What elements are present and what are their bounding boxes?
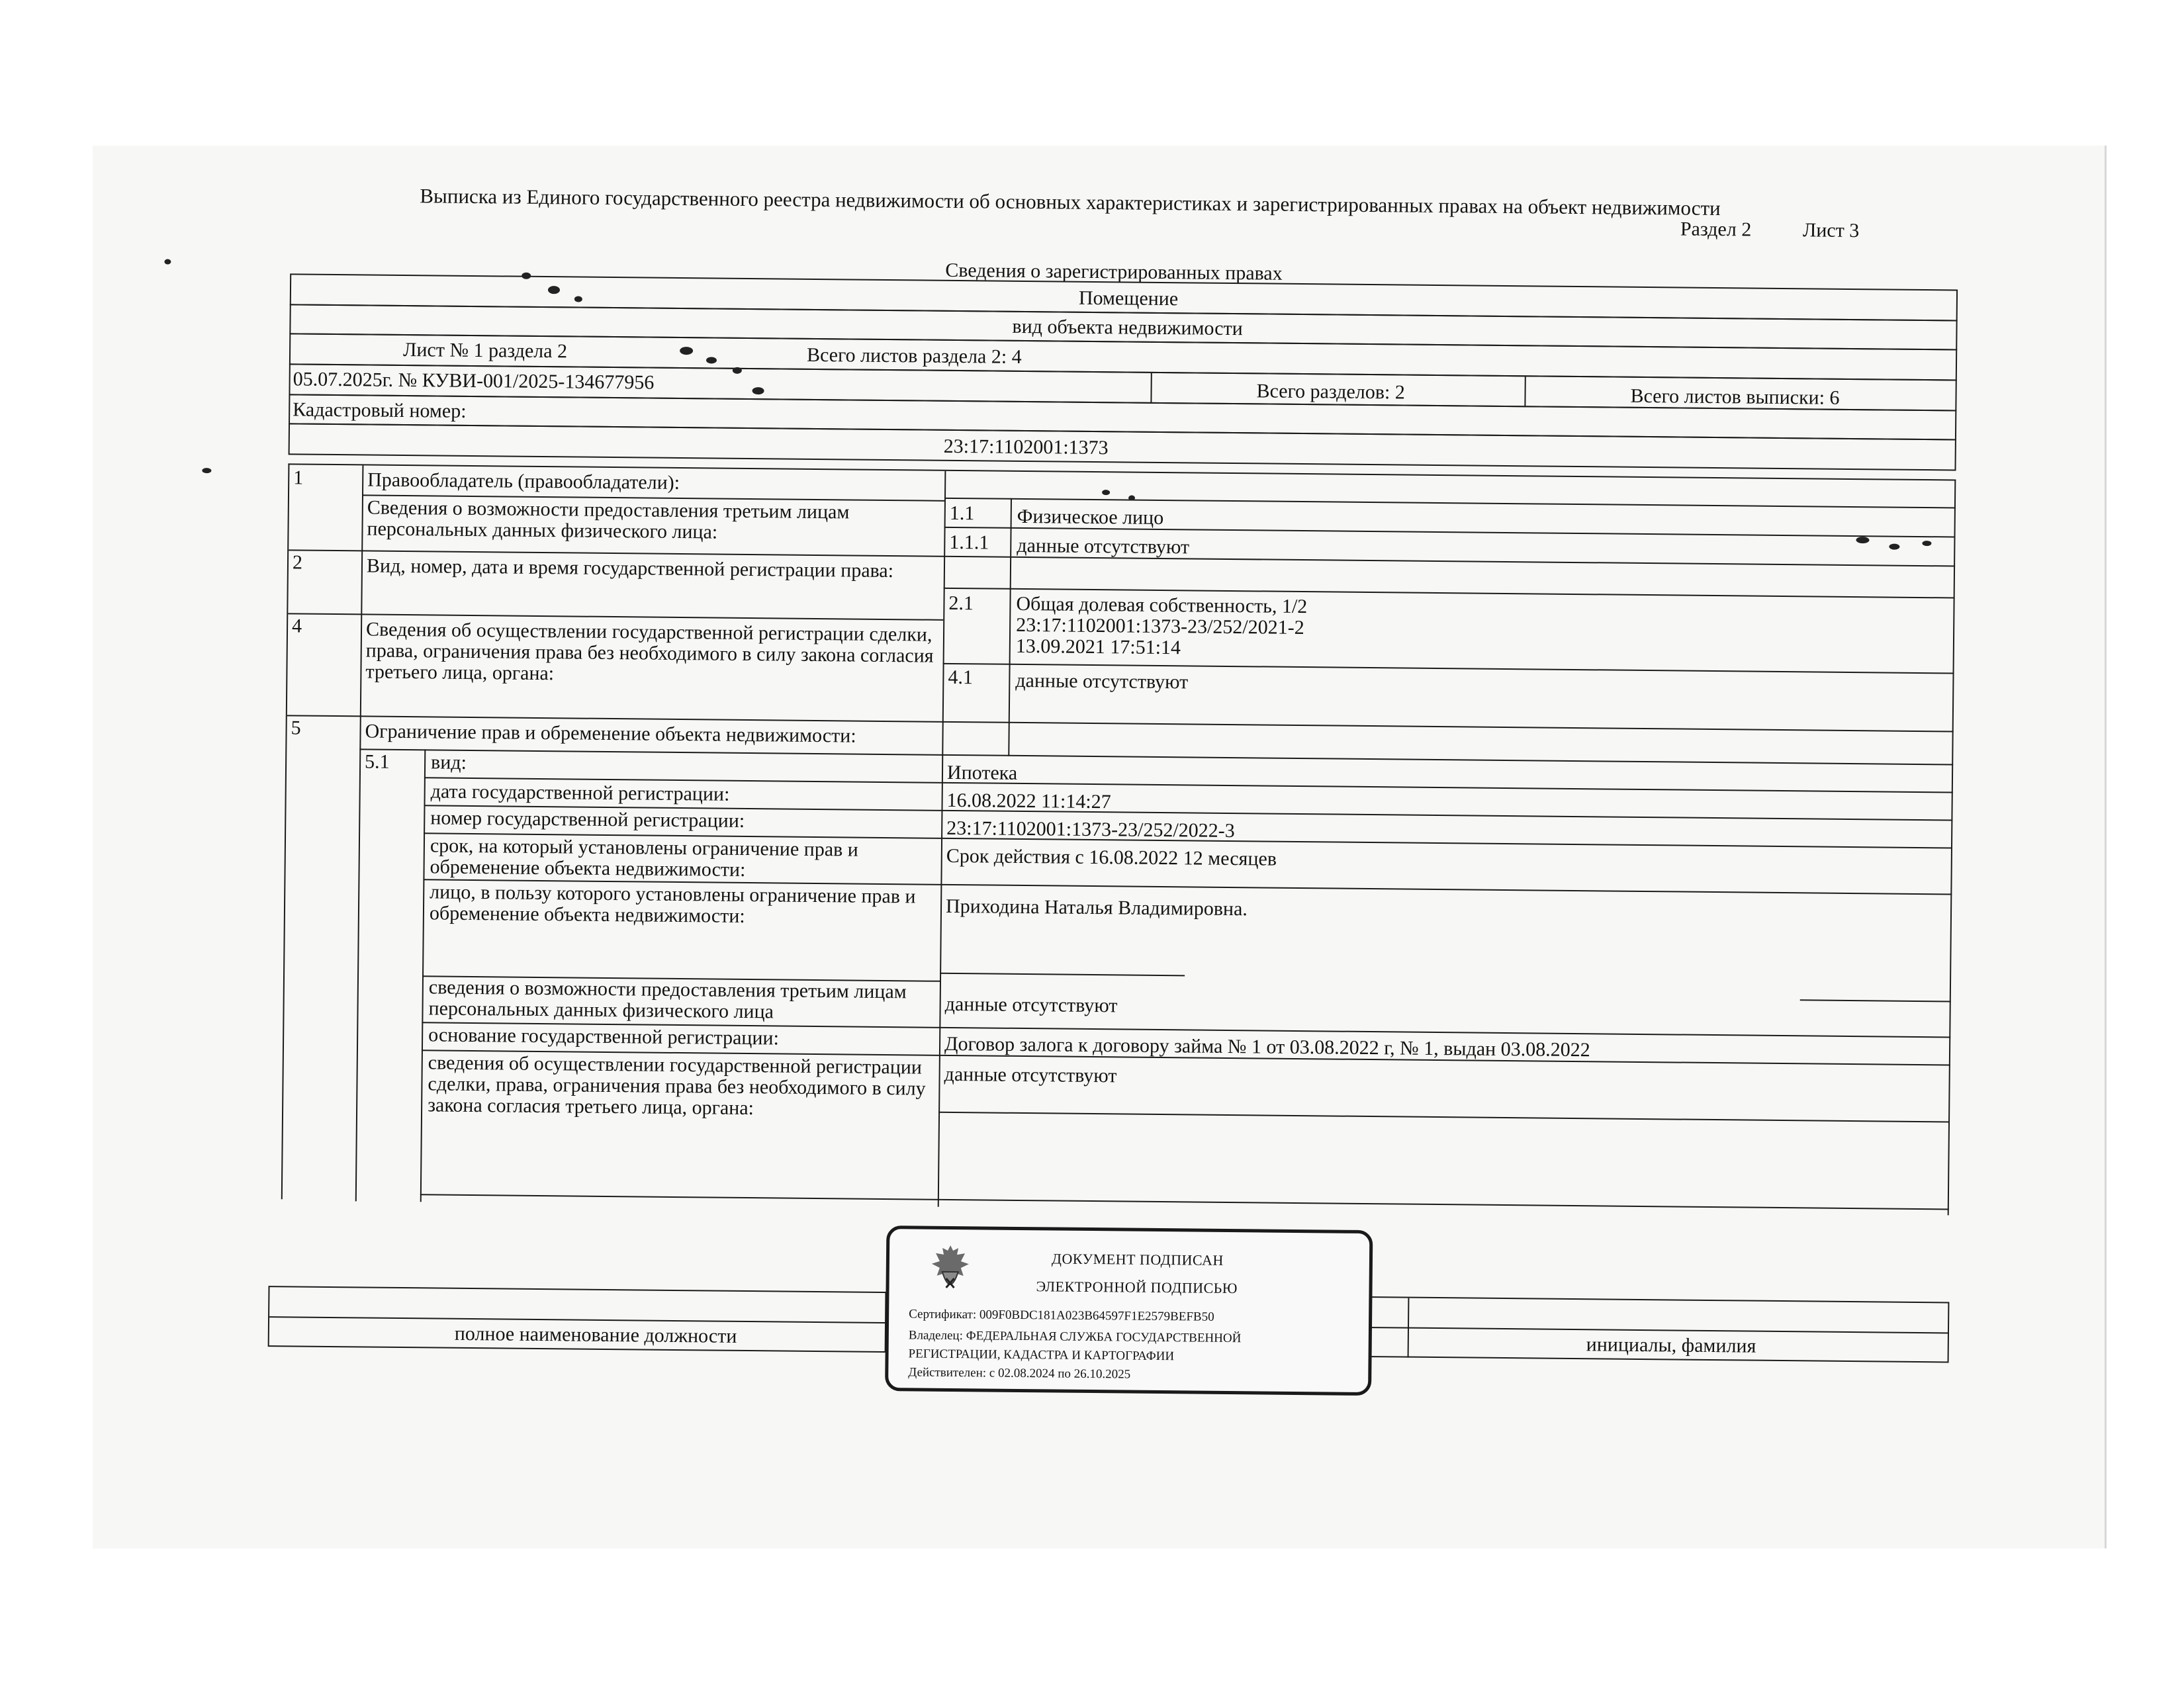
scan-speck xyxy=(733,367,742,374)
enc-term-value: Срок действия с 16.08.2022 12 месяцев xyxy=(946,844,1277,870)
row-2-value-2: 23:17:1102001:1373-23/252/2021-2 xyxy=(1016,613,1304,639)
cadastral-value: 23:17:1102001:1373 xyxy=(943,435,1109,459)
stamp-valid: Действителен: с 02.08.2024 по 26.10.2025 xyxy=(908,1365,1131,1382)
scan-speck xyxy=(1102,490,1110,495)
position-label: полное наименование должности xyxy=(454,1322,737,1347)
total-sheets-section: Всего листов раздела 2: 4 xyxy=(806,343,1022,368)
scan-speck xyxy=(164,259,171,265)
object-type-value: Помещение xyxy=(1078,287,1179,310)
enc-without-consent-value: данные отсутствуют xyxy=(944,1063,1117,1087)
electronic-signature-stamp xyxy=(885,1226,1373,1396)
eagle-emblem-icon xyxy=(923,1241,977,1302)
stamp-owner-2: РЕГИСТРАЦИИ, КАДАСТРА И КАРТОГРАФИИ xyxy=(908,1347,1175,1364)
row-1b-label: Сведения о возможности предоставления третьим лицам персональных данных физического лица: xyxy=(367,496,850,543)
row-2-label: Вид, номер, дата и время государственной регистрации права: xyxy=(366,555,894,582)
row-4-value: данные отсутствуют xyxy=(1015,669,1189,693)
enc-kind-label: вид: xyxy=(430,751,467,774)
date-number: 05.07.2025г. № КУВИ-001/2025-134677956 xyxy=(293,368,655,394)
scan-speck xyxy=(1128,496,1135,501)
row-5-sub: 5.1 xyxy=(364,750,390,773)
row-4-label: Сведения об осуществлении государственной регистрации сделки, права, ограничения права без необходимого в силу закона согласия третьего лица, органа: xyxy=(365,618,934,685)
stamp-certificate: Сертификат: 009F0BDC181A023B64597F1E2579BEFB50 xyxy=(909,1307,1214,1324)
enc-basis-value: Договор залога к договору займа № 1 от 03.08.2022 г, № 1, выдан 03.08.2022 xyxy=(944,1032,1590,1061)
enc-beneficiary-label: лицо, в пользу которого установлены ограничение прав и обременение объекта недвижимости: xyxy=(429,881,916,927)
row-1-sub: 1.1 xyxy=(949,502,975,525)
enc-without-consent-label: сведения об осуществлении государственной регистрации сделки, права, ограничения права без необходимого в силу закона согласия третьего лица, органа: xyxy=(428,1051,926,1120)
document-subtitle: Сведения о зарегистрированных правах xyxy=(945,259,1283,285)
row-1b-value: данные отсутствуют xyxy=(1017,534,1190,559)
enc-term-label: срок, на который установлены ограничение прав и обременение объекта недвижимости: xyxy=(430,834,858,881)
row-1b-sub: 1.1.1 xyxy=(949,531,989,554)
row-2-value-3: 13.09.2021 17:51:14 xyxy=(1015,635,1181,659)
scan-speck xyxy=(1922,541,1931,546)
row-4-number: 4 xyxy=(291,615,302,637)
enc-date-label: дата государственной регистрации: xyxy=(430,780,730,805)
row-1-number: 1 xyxy=(293,467,304,489)
scan-speck xyxy=(1889,544,1899,550)
object-type-label: вид объекта недвижимости xyxy=(1012,315,1243,340)
enc-number-value: 23:17:1102001:1373-23/252/2022-3 xyxy=(946,817,1235,842)
scan-speck xyxy=(752,387,764,394)
row-5-number: 5 xyxy=(291,717,301,739)
enc-date-value: 16.08.2022 11:14:27 xyxy=(946,789,1111,813)
row-2-value-1: Общая долевая собственность, 1/2 xyxy=(1016,592,1308,618)
stamp-title-2: ЭЛЕКТРОННОЙ ПОДПИСЬЮ xyxy=(1036,1278,1238,1297)
enc-personal-data-label: сведения о возможности предоставления третьим лицам персональных данных физического лица xyxy=(428,976,907,1023)
row-1-label: Правообладатель (правообладатели): xyxy=(367,469,680,494)
scan-speck xyxy=(522,273,531,279)
row-4-sub: 4.1 xyxy=(948,666,974,689)
scan-speck xyxy=(548,286,560,294)
rights-table xyxy=(281,463,1956,1215)
enc-number-label: номер государственной регистрации: xyxy=(430,807,745,832)
row-2-sub: 2.1 xyxy=(948,592,974,615)
section-number: Раздел 2 xyxy=(1680,218,1752,241)
stamp-owner-1: Владелец: ФЕДЕРАЛЬНАЯ СЛУЖБА ГОСУДАРСТВЕННОЙ xyxy=(908,1328,1242,1346)
sheet-number: Лист 3 xyxy=(1802,219,1860,242)
enc-basis-label: основание государственной регистрации: xyxy=(428,1024,780,1050)
scan-speck xyxy=(1856,537,1869,543)
enc-kind-value: Ипотека xyxy=(946,761,1018,784)
enc-beneficiary-value: Приходина Наталья Владимировна. xyxy=(945,895,1248,920)
row-5-label: Ограничение прав и обременение объекта недвижимости: xyxy=(365,720,856,747)
document-title: Выписка из Единого государственного реестра недвижимости об основных характеристиках и зарегистрированных правах на объект недвижимости xyxy=(420,184,1721,220)
scan-speck xyxy=(202,468,211,473)
total-sheets-extract: Всего листов выписки: 6 xyxy=(1630,384,1840,409)
row-1-value: Физическое лицо xyxy=(1017,505,1164,529)
scan-speck xyxy=(706,357,717,363)
stamp-title-1: ДОКУМЕНТ ПОДПИСАН xyxy=(1051,1250,1224,1269)
initials-label: инициалы, фамилия xyxy=(1586,1333,1756,1357)
scan-speck xyxy=(680,347,693,355)
row-2-number: 2 xyxy=(292,551,303,574)
section-sheet: Лист № 1 раздела 2 xyxy=(402,338,568,363)
total-sections: Всего разделов: 2 xyxy=(1256,380,1405,404)
cadastral-label: Кадастровый номер: xyxy=(293,398,467,422)
scan-speck xyxy=(574,296,582,302)
enc-personal-data-value: данные отсутствуют xyxy=(944,993,1118,1017)
